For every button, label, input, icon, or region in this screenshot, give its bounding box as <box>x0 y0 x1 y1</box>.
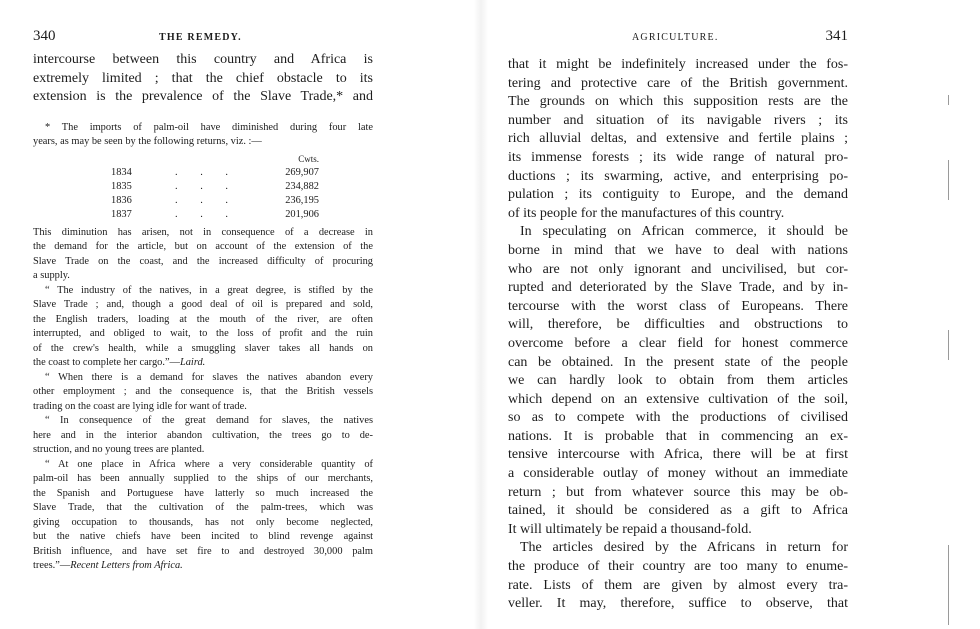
text-line: we can hardly look to obtain from them articles <box>508 373 848 389</box>
table-row: 1836 . . . 236,195 <box>111 194 319 206</box>
footnote-line: trees.”—Recent Letters from Africa. <box>33 560 183 572</box>
right-page <box>508 28 848 614</box>
text-line: that it might be indefinitely increased under the fos- <box>508 57 848 72</box>
footnote-line: This diminution has arisen, not in consequence of a decrease in <box>33 226 373 238</box>
text-line: number and situation of its navigable rivers ; its <box>508 112 848 128</box>
footnote-line: the coast to complete her cargo.”—Laird. <box>33 357 206 369</box>
text-line: nations. It is probable that in commencing an ex- <box>508 428 848 444</box>
left-page-header <box>33 28 373 48</box>
footnote-line: struction, and no young trees are planted. <box>33 444 205 456</box>
text-line: The grounds on which this supposition rests are the <box>508 94 848 110</box>
text-line: In speculating on African commerce, it should be <box>520 224 848 240</box>
text-line: tained, it should be considered as a gift to Africa <box>508 503 848 519</box>
text-line: so as to compete with the productions of civilised <box>508 410 848 426</box>
book-gutter <box>474 0 488 629</box>
page-number: 341 <box>825 28 848 44</box>
right-body-text <box>508 56 848 614</box>
footnote-line: Slave Trade, that the cultivation of the palm-trees, which was <box>33 502 373 514</box>
footnote-line: “ At one place in Africa where a very considerable quantity of <box>45 458 373 470</box>
text-line: intercourse between this country and Africa is <box>33 52 373 67</box>
footnote-line: the English traders, loading at the mouth of the river, are often <box>33 313 373 325</box>
footnote <box>33 121 373 574</box>
text-line: of its people for the manufactures of this country. <box>508 205 785 221</box>
page-edge-mark <box>948 545 949 625</box>
text-line: a considerable outlay of money without an immediate <box>508 466 848 482</box>
footnote-line: * The imports of palm-oil have diminished during four late <box>45 121 373 133</box>
text-line: tercourse with the worst class of Europeans. There <box>508 298 848 314</box>
text-line: rich alluvial deltas, and extensive and fertile plains ; <box>508 131 848 147</box>
page-number: 340 <box>33 28 56 44</box>
footnote-line: years, as may be seen by the following returns, viz. :— <box>33 136 262 148</box>
text-line: the produce of their country are too many to enume- <box>508 559 848 575</box>
footnote-line: trading on the coast are lying idle for want of trade. <box>33 400 247 412</box>
text-line: can be obtained. In the present state of the people <box>508 354 848 370</box>
footnote-line: “ The industry of the natives, in a great degree, is stifled by the <box>45 284 373 296</box>
footnote-line: “ In consequence of the great demand for slaves, the natives <box>45 415 373 427</box>
text-line: tensive intercourse with Africa, there will be at first <box>508 447 848 463</box>
text-line: who are not only ignorant and uncivilised, but cor- <box>508 261 848 277</box>
footnote-line: other employment ; and the consequence is, that the British vessels <box>33 386 373 398</box>
footnote-line: Slave Trade ; and, though a good deal of oil is prepared and sold, <box>33 299 373 311</box>
footnote-line: the demand for the article, but on account of the extension of the <box>33 241 373 253</box>
text-line: rate. Lists of them are given by almost every tra- <box>508 577 848 593</box>
text-line: pulation ; its contiguity to Europe, and the demand <box>508 187 848 203</box>
text-line: return ; but from whatever source this may be ob- <box>508 484 848 500</box>
text-line: which depend on an extensive cultivation of the soil, <box>508 391 848 407</box>
footnote-line: but the native chiefs have been incited to blind revenge against <box>33 531 373 543</box>
footnote-line: giving occupation to thousands, has not only become neglected, <box>33 516 373 528</box>
footnote-line: a supply. <box>33 270 70 282</box>
footnote-line: British influence, and have set fire to and destroyed 30,000 palm <box>33 545 373 557</box>
page-edge-mark <box>948 95 949 105</box>
text-line: extremely limited ; that the chief obstacle to its <box>33 70 373 86</box>
footnote-line: interrupted, and obliged to wait, to the loss of profit and the ruin <box>33 328 373 340</box>
palm-oil-returns-table <box>111 152 319 222</box>
footnote-line: palm-oil has been annually supplied to the ships of our merchants, <box>33 473 373 485</box>
text-line: will, therefore, be difficulties and obstructions to <box>508 317 848 333</box>
running-head: THE REMEDY. <box>159 32 242 43</box>
running-head: AGRICULTURE. <box>632 32 719 43</box>
text-line: rupted and deteriorated by the Slave Trade, and by in- <box>508 280 848 296</box>
text-line: It will ultimately be repaid a thousand-fold. <box>508 521 752 537</box>
footnote-line: here and in the interior abandon cultivation, the trees go to de- <box>33 429 373 441</box>
text-line: veller. It may, therefore, suffice to observe, that <box>508 596 848 612</box>
unit-label: Cwts. <box>298 153 319 164</box>
left-body-text <box>33 51 373 107</box>
footnote-source: Laird. <box>179 357 206 369</box>
footnote-line: “ When there is a demand for slaves the natives abandon every <box>45 371 373 383</box>
table-row: 1835 . . . 234,882 <box>111 180 319 192</box>
table-row: 1834 . . . 269,907 <box>111 166 319 178</box>
text-line: tering and protective care of the British government. <box>508 75 848 91</box>
text-line: its immense forests ; its wide range of natural pro- <box>508 149 848 165</box>
right-page-header <box>508 28 848 48</box>
page-edge-mark <box>948 160 949 200</box>
text-line: ductions ; its swarming, active, and enterprising po- <box>508 168 848 184</box>
text-line: overcome before a clear field for honest commerce <box>508 335 848 351</box>
table-row: 1837 . . . 201,906 <box>111 208 319 220</box>
footnote-source: Recent Letters from Africa. <box>70 560 183 572</box>
text-line: The articles desired by the Africans in return for <box>520 540 848 556</box>
footnote-line: of the crew's health, while a smuggling slaver takes all hands on <box>33 342 373 354</box>
text-line: borne in mind that we have to deal with nations <box>508 242 848 258</box>
left-page <box>33 28 373 574</box>
page-edge-mark <box>948 330 949 360</box>
text-line: extension is the prevalence of the Slave Trade,* and <box>33 89 373 105</box>
footnote-line: Slave Trade on the coast, and the increased difficulty of procuring <box>33 255 373 267</box>
footnote-line: the Spanish and Portuguese have latterly so much increased the <box>33 487 373 499</box>
